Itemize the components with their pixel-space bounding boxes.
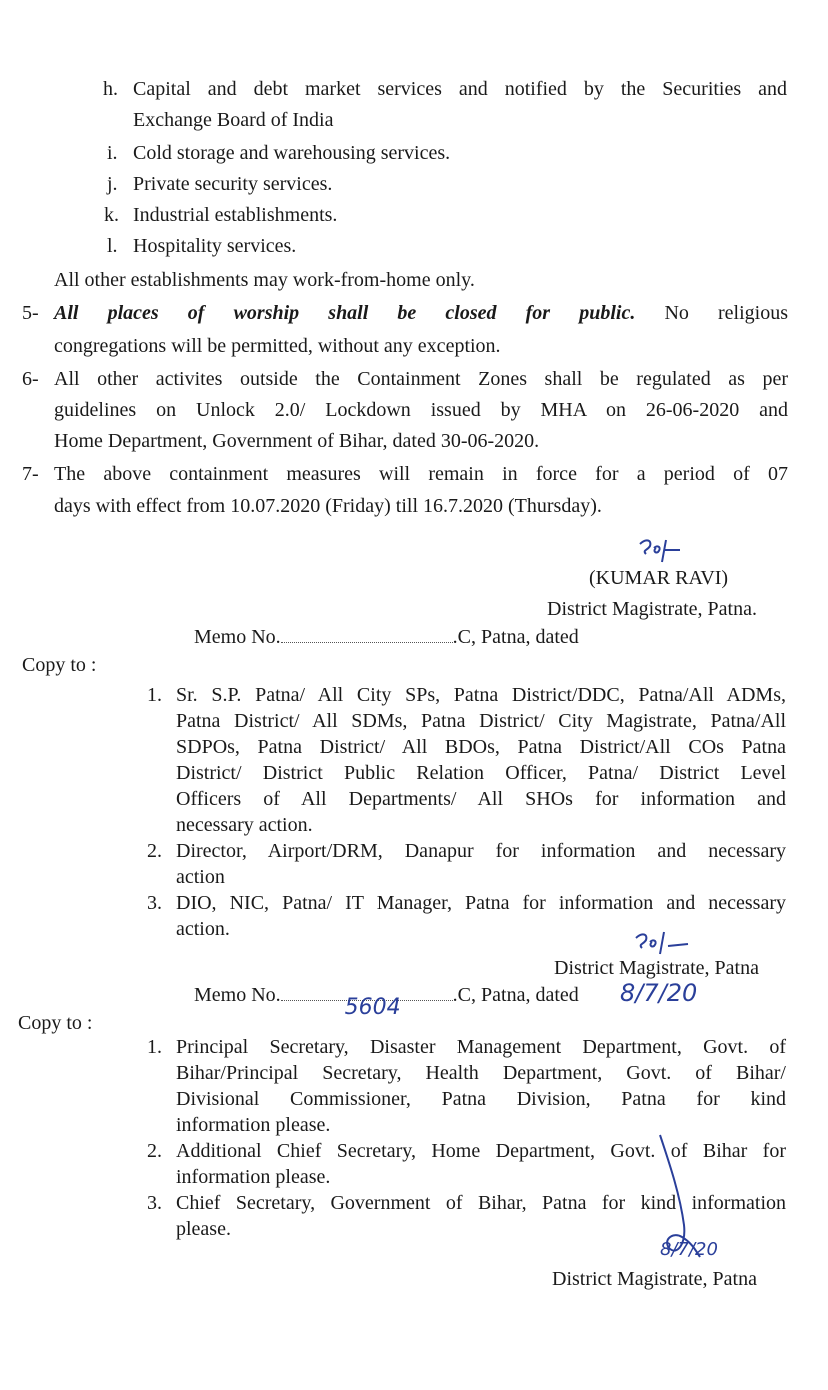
copy-text-line: DIO, NIC, Patna/ IT Manager, Patna for information and necessary [176, 892, 786, 914]
copy-marker: 3. [147, 892, 162, 914]
point-text-line: Home Department, Government of Bihar, dated 30-06-2020. [54, 430, 540, 452]
point-text-line: The above containment measures will remain in force for a period of 07 [54, 463, 788, 485]
point-marker: 7- [22, 463, 39, 485]
memo-number-blank [281, 642, 453, 643]
copy-text-line: SDPOs, Patna District/ All BDOs, Patna District/All COs Patna [176, 736, 786, 758]
copy-text-line: Additional Chief Secretary, Home Department, Govt. of Bihar for [176, 1140, 786, 1162]
copy-marker: 2. [147, 1140, 162, 1162]
memo-number-handwritten: 5604 [344, 995, 401, 1020]
point-text-line: days with effect from 10.07.2020 (Friday) till 16.7.2020 (Thursday). [54, 495, 602, 517]
copy-text-line: information please. [176, 1114, 331, 1136]
copy-text-line: necessary action. [176, 814, 313, 836]
signatory-designation: District Magistrate, Patna [552, 1268, 757, 1290]
copy-text-line: Divisional Commissioner, Patna Division, Patna for kind [176, 1088, 786, 1110]
wfh-note: All other establishments may work-from-home only. [54, 269, 475, 291]
memo-label: Memo No. [194, 626, 281, 648]
point-marker: 6- [22, 368, 39, 390]
copy-text-line: action [176, 866, 225, 888]
copy-text-line: Patna District/ All SDMs, Patna District/ City Magistrate, Patna/All [176, 710, 786, 732]
item-text-line: Exchange Board of India [133, 109, 334, 131]
copy-text-line: Chief Secretary, Government of Bihar, Patna for kind information [176, 1192, 786, 1214]
memo-suffix: .C, Patna, dated [452, 984, 579, 1006]
item-marker: l. [107, 235, 118, 257]
point-text-line: All other activites outside the Containment Zones shall be regulated as per [54, 368, 788, 390]
memo-line-1 [194, 622, 579, 653]
copy-text-line: Bihar/Principal Secretary, Health Department, Govt. of Bihar/ [176, 1062, 786, 1084]
signature-initials-mark [636, 536, 684, 566]
copy-to-label: Copy to : [18, 1012, 93, 1034]
copy-marker: 1. [147, 684, 162, 706]
worship-closed-text: All places of worship shall be closed for public. [54, 302, 636, 324]
signature-date-initials: 8/7/20 [660, 1239, 718, 1260]
memo-line-2 [194, 980, 579, 1020]
point-5-rest: No religious [635, 302, 789, 324]
memo-date-handwritten: 8/7/20 [620, 979, 698, 1007]
point-5-first-line [54, 298, 788, 329]
copy-text-line: information please. [176, 1166, 331, 1188]
item-marker: k. [104, 204, 119, 226]
copy-text-line: Principal Secretary, Disaster Management Department, Govt. of [176, 1036, 786, 1058]
item-text-line: Private security services. [133, 173, 333, 195]
item-marker: j. [107, 173, 118, 195]
item-marker: h. [103, 78, 118, 100]
item-text-line: Capital and debt market services and notified by the Securities and [133, 78, 787, 100]
copy-text-line: please. [176, 1218, 231, 1240]
copy-marker: 2. [147, 840, 162, 862]
item-text-line: Cold storage and warehousing services. [133, 142, 451, 164]
copy-text-line: Officers of All Departments/ All SHOs for information and [176, 788, 786, 810]
signatory-designation: District Magistrate, Patna [554, 957, 759, 979]
item-text-line: Hospitality services. [133, 235, 297, 257]
copy-text-line: District/ District Public Relation Officer, Patna/ District Level [176, 762, 786, 784]
item-text-line: Industrial establishments. [133, 204, 338, 226]
copy-text-line: Sr. S.P. Patna/ All City SPs, Patna District/DDC, Patna/All ADMs, [176, 684, 786, 706]
signatory-designation: District Magistrate, Patna. [547, 598, 757, 620]
point-marker: 5- [22, 302, 39, 324]
memo-number-field [281, 995, 453, 1020]
copy-to-label: Copy to : [22, 654, 97, 676]
copy-text-line: Director, Airport/DRM, Danapur for information and necessary [176, 840, 786, 862]
memo-label: Memo No. [194, 984, 281, 1006]
signatory-name: (KUMAR RAVI) [589, 567, 729, 589]
copy-marker: 3. [147, 1192, 162, 1214]
copy-marker: 1. [147, 1036, 162, 1058]
memo-suffix: .C, Patna, dated [452, 626, 579, 648]
copy-text-line: action. [176, 918, 230, 940]
item-marker: i. [107, 142, 118, 164]
point-text-line: guidelines on Unlock 2.0/ Lockdown issued by MHA on 26-06-2020 and [54, 399, 788, 421]
point-text-line: congregations will be permitted, without any exception. [54, 335, 501, 357]
